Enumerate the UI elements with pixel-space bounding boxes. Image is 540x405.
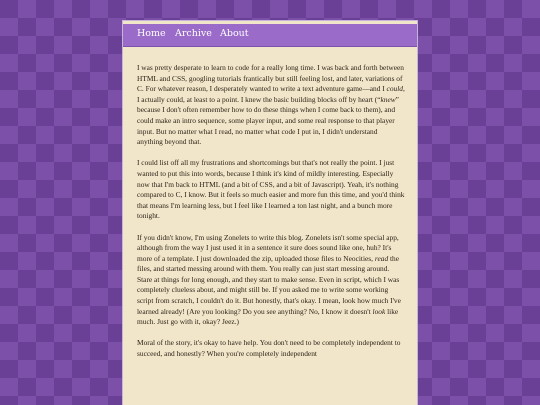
post-paragraph-3: If you didn't know, I'm using Zonelets to write this blog. Zonelets isn't some special app, although from the way I just used it in a sentence it sure does sound like one, huh? It's more of a template. I just downloaded the zip, uploaded those files to Neocities, read the files, and started messing around with them. You really can just start messing around. Stare at things for long enough, and they start to make sense. Even in script, which I was completely clueless about, and might still be. If you asked me to write some working script from scratch, I couldn't do it. But honestly, that's okay. I mean, look how much I've learned already! (Are you looking? Do you see anything? No, I know it doesn't look like much. Just go with it, okay? Jeez.) bbox=[137, 232, 401, 327]
navbar bbox=[123, 24, 417, 47]
post-paragraph-1: I was pretty desperate to learn to code for a really long time. I was back and forth between HTML and CSS, googling tutorials frantically but still feeling lost, and later, variations of C. For whatever reason, I desperately wanted to write a text adventure game—and I could, I actually could, at least to a point. I knew the basic building blocks off by heart (“knew” because I don't often remember how to do these things when I come back to them), and could make an intro sequence, some player input, and some real response to that player input. But no matter what I read, no matter what code I put in, I didn't understand anything beyond that. bbox=[137, 63, 405, 147]
blog-page bbox=[122, 20, 418, 405]
nav-home-link[interactable]: Home bbox=[137, 28, 166, 39]
nav-archive-link[interactable]: Archive bbox=[175, 28, 212, 39]
post-content bbox=[137, 63, 405, 370]
post-paragraph-4: Moral of the story, it's okay to have help. You don't need to be completely independent to succeed, and honestly? When you're completely independent bbox=[137, 338, 401, 359]
nav-about-link[interactable]: About bbox=[220, 28, 249, 39]
post-paragraph-2: I could list off all my frustrations and shortcomings but that's not really the point. I just wanted to put this into words, because I think it's kind of mildly interesting. Especially now that I'm back to HTML (and a bit of CSS, and a bit of Javascript). Yeah, it's nothing compared to C, I know. But it feels so much easier and more fun this time, and you'd think that means I'm learning less, but I feel like I learned a ton last night, and a bunch more tonight. bbox=[137, 158, 405, 221]
